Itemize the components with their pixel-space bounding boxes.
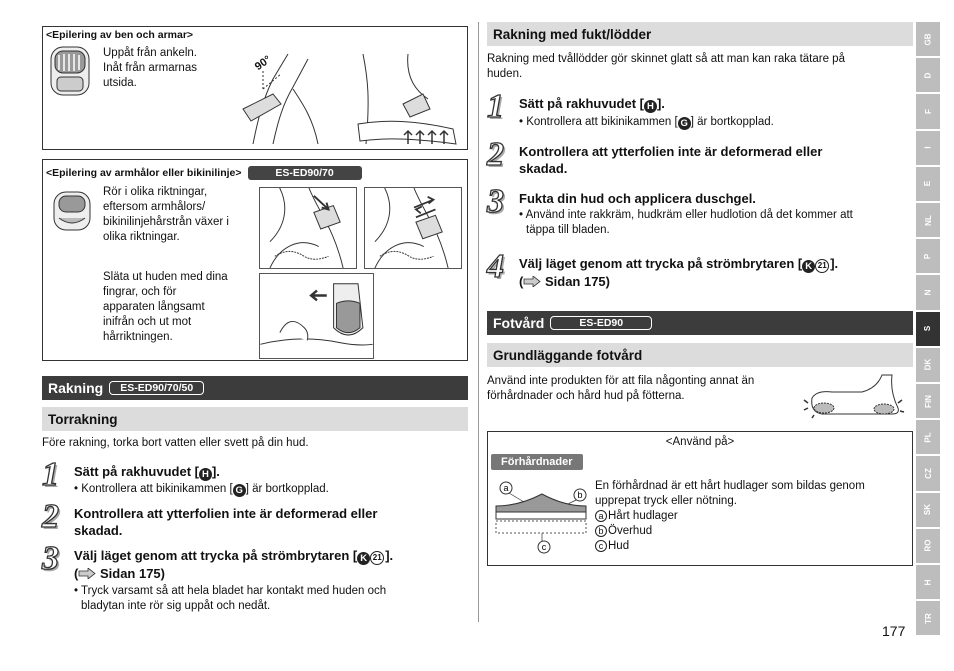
step-number: 4 <box>487 248 504 285</box>
rak-step3-title <box>74 547 393 582</box>
para-line: Rör i olika riktningar, <box>103 186 208 198</box>
language-tab-e[interactable] <box>916 167 940 201</box>
step-text: Sätt på rakhuvudet [ <box>74 464 199 479</box>
epil-armpit-title-text: <Epilering av armhålor eller bikinilinje> <box>46 167 242 179</box>
step-number: 1 <box>487 88 504 125</box>
page-number: 177 <box>882 623 906 639</box>
language-tab-h[interactable] <box>916 565 940 599</box>
torrakning-subheader: Torrakning <box>42 407 468 431</box>
note-text: • Tryck varsamt så att hela bladet har kontakt med huden och <box>74 585 387 597</box>
language-tab-d[interactable] <box>916 58 940 92</box>
language-tab-cz[interactable] <box>916 456 940 490</box>
language-tab-ro[interactable] <box>916 529 940 563</box>
step-number: 1 <box>42 456 59 493</box>
fukt-step2-title <box>519 143 822 177</box>
callus-info-box <box>487 431 913 566</box>
epil-armpit-box <box>42 159 468 361</box>
step-text: skadad. <box>519 161 568 176</box>
key-h-icon: H <box>644 100 657 113</box>
language-tab-label: S <box>923 326 933 332</box>
para-line: bikinilinjehårstrån växer i <box>103 216 229 228</box>
note-text: • Kontrollera att bikinikammen [ <box>519 116 678 128</box>
epil-armpit-para2 <box>103 270 228 345</box>
para-line: hårriktningen. <box>103 331 173 343</box>
fotvard-subheader: Grundläggande fotvård <box>487 343 913 367</box>
language-tab-dk[interactable] <box>916 348 940 382</box>
key-g-icon: G <box>678 117 691 130</box>
language-tab-label: RO <box>923 539 933 552</box>
angle-label: 90° <box>252 53 274 74</box>
step-text: Kontrollera att ytterfolien inte är deformerad eller <box>74 506 378 521</box>
intro-line: förhårdnader och hård hud på fötterna. <box>487 390 685 402</box>
language-tab-label: I <box>923 146 933 149</box>
step-text: skadad. <box>74 523 123 538</box>
step-text: Sätt på rakhuvudet [ <box>519 96 644 111</box>
language-tab-i[interactable] <box>916 131 940 165</box>
fukt-step1-note <box>519 115 774 130</box>
rak-step3-note <box>74 584 386 614</box>
ref-paren: ( <box>519 274 524 289</box>
language-tab-label: N <box>923 289 933 296</box>
use-on-header: <Använd på> <box>665 436 735 448</box>
armpit-illustration-2 <box>364 187 462 269</box>
model-badge: ES-ED90/70 <box>248 166 362 180</box>
armpit-illustration-1 <box>259 187 357 269</box>
language-tab-tr[interactable] <box>916 601 940 635</box>
language-tab-p[interactable] <box>916 239 940 273</box>
mark-c: c <box>541 542 547 552</box>
language-tab-f[interactable] <box>916 94 940 128</box>
epilator-cap-icon <box>51 188 93 234</box>
step-text: Kontrollera att ytterfolien inte är deformerad eller <box>519 144 823 159</box>
legend-item <box>595 509 865 524</box>
skin-stretch-illustration <box>259 273 374 359</box>
note-text: • Använd inte rakkräm, hudkräm eller hudlotion då det kommer att <box>519 209 853 221</box>
epil-legs-box <box>42 26 468 150</box>
leg-illustration <box>233 49 343 149</box>
intro-line: Använd inte produkten för att fila någonting annat än <box>487 375 755 387</box>
language-tab-label: DK <box>923 359 933 371</box>
language-tab-label: NL <box>923 214 933 226</box>
legend-text: Hud <box>608 540 630 552</box>
fukt-step3-note <box>519 208 853 238</box>
fukt-intro <box>487 52 845 82</box>
skin-layer-diagram <box>494 480 592 556</box>
note-text: bladytan inte rör sig uppåt och nedåt. <box>81 600 271 612</box>
ref-number: 21 <box>370 551 384 565</box>
para-line: eftersom armhålors/ <box>103 201 206 213</box>
step-text: Välj läget genom att trycka på strömbrytaren [ <box>74 548 358 563</box>
language-tab-label: TR <box>923 612 933 624</box>
torrakning-intro: Före rakning, torka bort vatten eller svett på din hud. <box>42 437 309 449</box>
arm-illustration <box>348 49 463 149</box>
step-number: 3 <box>487 183 504 220</box>
legend-text: Hårt hudlager <box>608 510 678 522</box>
ref-link[interactable]: Sidan 175) <box>99 566 165 581</box>
language-tab-pl[interactable] <box>916 420 940 454</box>
epil-armpit-para1 <box>103 185 229 245</box>
step-text: ]. <box>830 256 839 271</box>
language-tab-label: P <box>923 253 933 259</box>
epil-legs-line: utsida. <box>103 77 137 89</box>
para-line: inifrån och ut mot <box>103 316 192 328</box>
fukt-step1-title <box>519 95 665 113</box>
ref-link[interactable]: Sidan 175) <box>544 274 610 289</box>
callus-description <box>595 479 865 554</box>
epilator-head-icon <box>47 43 93 99</box>
legend-mark: b <box>595 525 607 537</box>
rak-step1-note <box>74 482 329 497</box>
epil-legs-line: Uppåt från ankeln. <box>103 47 197 59</box>
rakning-title: Rakning <box>48 380 104 396</box>
legend-text: Överhud <box>608 525 653 537</box>
epil-legs-title: <Epilering av ben och armar> <box>46 29 194 41</box>
step-text: ]. <box>385 548 394 563</box>
page-reference-arrow-icon <box>78 568 96 579</box>
intro-line: huden. <box>487 68 523 80</box>
fotvard-title: Fotvård <box>493 315 545 331</box>
legend-item <box>595 539 865 554</box>
step-text: Välj läget genom att trycka på strömbrytaren [ <box>519 256 803 271</box>
note-text: • Kontrollera att bikinikammen [ <box>74 483 233 495</box>
language-tab-nl[interactable] <box>916 203 940 237</box>
epil-legs-line: Inåt från armarnas <box>103 62 197 74</box>
mark-a: a <box>503 483 509 493</box>
foot-illustration <box>802 370 908 420</box>
key-k-icon: K <box>357 552 370 565</box>
key-k-icon: K <box>802 260 815 273</box>
mark-b: b <box>577 490 583 500</box>
epil-armpit-title <box>46 166 362 180</box>
key-g-icon: G <box>233 484 246 497</box>
language-tab-n[interactable] <box>916 275 940 309</box>
desc-line: upprepat tryck eller nötning. <box>595 495 737 507</box>
rakning-header <box>42 376 468 400</box>
fotvard-header <box>487 311 913 335</box>
language-tab-label: F <box>923 109 933 114</box>
language-tab-gb[interactable] <box>916 22 940 56</box>
step-number: 2 <box>42 498 59 535</box>
para-line: Släta ut huden med dina <box>103 271 228 283</box>
ref-number: 21 <box>815 259 829 273</box>
page-reference-arrow-icon <box>523 276 541 287</box>
epil-legs-text <box>103 46 197 91</box>
intro-line: Rakning med tvållödder gör skinnet glatt så att man kan raka tätare på <box>487 53 845 65</box>
step-number: 3 <box>42 540 59 577</box>
step-text: ]. <box>211 464 220 479</box>
language-tab-label: SK <box>923 504 933 516</box>
fukt-step3-title: Fukta din hud och applicera duschgel. <box>519 191 756 206</box>
legend-mark: c <box>595 540 607 552</box>
language-tab-sk[interactable] <box>916 493 940 527</box>
para-line: fingrar, och för <box>103 286 177 298</box>
para-line: apparaten långsamt <box>103 301 205 313</box>
step-number: 2 <box>487 136 504 173</box>
legend-item <box>595 524 865 539</box>
note-text: täppa till bladen. <box>526 224 610 236</box>
language-tab-label: PL <box>923 432 933 443</box>
language-tab-label: FIN <box>923 394 933 408</box>
ref-paren: ( <box>74 566 79 581</box>
key-h-icon: H <box>199 468 212 481</box>
language-tab-label: GB <box>923 33 933 46</box>
language-tab-fin[interactable] <box>916 384 940 418</box>
desc-line: En förhårdnad är ett hårt hudlager som bildas genom <box>595 480 865 492</box>
callus-tag: Förhårdnader <box>491 454 583 470</box>
language-tab-label: E <box>923 181 933 187</box>
language-tab-label: CZ <box>923 468 933 479</box>
fotvard-intro <box>487 374 754 404</box>
language-tab-label: D <box>923 72 933 79</box>
language-tab-s[interactable] <box>916 312 940 346</box>
column-divider <box>478 22 479 622</box>
language-tab-label: H <box>923 579 933 585</box>
model-badge: ES-ED90 <box>550 316 652 330</box>
rak-step1-title <box>74 463 220 481</box>
legend-mark: a <box>595 510 607 522</box>
para-line: olika riktningar. <box>103 231 180 243</box>
note-text: ] är bortkopplad. <box>245 483 329 495</box>
fukt-subheader: Rakning med fukt/lödder <box>487 22 913 46</box>
fukt-step4-title <box>519 255 838 290</box>
note-text: ] är bortkopplad. <box>690 116 774 128</box>
rak-step2-title <box>74 505 377 539</box>
model-badge: ES-ED90/70/50 <box>109 381 204 395</box>
step-text: ]. <box>656 96 665 111</box>
